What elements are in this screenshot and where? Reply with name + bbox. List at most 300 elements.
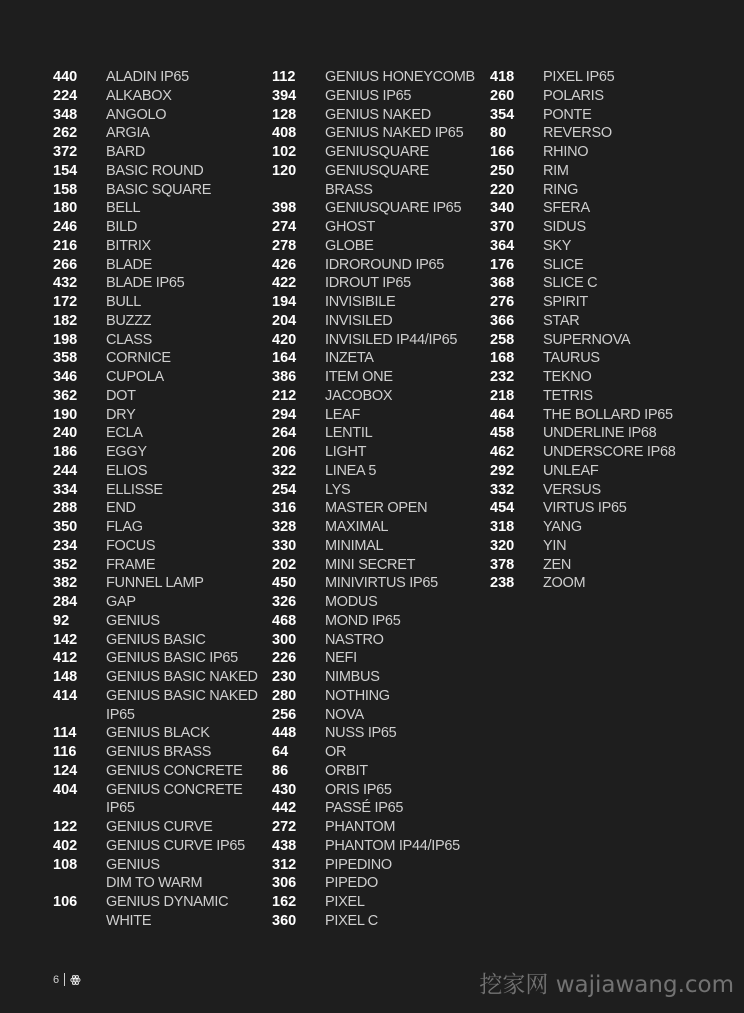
product-name-line: BILD: [106, 219, 138, 235]
product-name: [325, 162, 429, 200]
product-name-line: SLICE C: [543, 275, 598, 292]
product-name: [106, 556, 155, 575]
product-name-line: ARGIA: [106, 125, 150, 142]
product-name: [325, 687, 390, 706]
product-name: [106, 818, 213, 837]
product-name-line: BRASS: [325, 181, 373, 198]
index-entry: [53, 687, 258, 725]
product-name: [325, 668, 380, 687]
product-name: [325, 818, 395, 837]
product-name-line: ORIS IP65: [325, 781, 392, 798]
page-reference-number: 350: [53, 519, 78, 535]
index-column-2: [272, 68, 475, 931]
product-name-line: GENIUS CURVE IP65: [106, 837, 245, 854]
product-name-line: GENIUS DYNAMIC: [106, 894, 229, 910]
product-name-line: GENIUS BASIC NAKED: [106, 687, 258, 704]
product-name: [106, 537, 155, 556]
index-entry: [53, 443, 258, 462]
product-name: [106, 893, 228, 931]
index-entry: [490, 87, 675, 106]
index-entry: [490, 443, 675, 462]
product-name: [543, 124, 612, 143]
product-name-line: GENIUS BASIC: [106, 631, 206, 648]
page-reference-number: 280: [272, 687, 297, 704]
page-reference-number: 92: [53, 612, 70, 629]
product-name: [106, 143, 145, 162]
page-reference-number: 366: [490, 312, 515, 329]
product-name: [106, 743, 211, 762]
product-name: [325, 799, 403, 818]
index-entry: [272, 124, 475, 143]
index-entry: [53, 574, 258, 593]
page-reference-number: 112: [272, 69, 296, 85]
index-entry: [53, 537, 258, 556]
product-name: [325, 387, 392, 406]
index-entry: [53, 237, 258, 256]
product-name: [543, 106, 591, 125]
page-reference-number: 398: [272, 200, 297, 217]
page-reference-number: 300: [272, 631, 297, 648]
page-reference-number: 272: [272, 819, 297, 835]
index-entry: [490, 256, 675, 275]
product-name-line: SPIRIT: [543, 294, 588, 310]
product-name: [543, 181, 578, 200]
product-name: [106, 106, 166, 125]
product-name-line: CUPOLA: [106, 369, 164, 385]
product-name: [325, 706, 364, 725]
index-entry: [53, 499, 258, 518]
index-entry: [53, 724, 258, 743]
page-reference-number: 412: [53, 650, 78, 667]
index-entry: [53, 312, 258, 331]
index-entry: [53, 293, 258, 312]
product-name: [543, 218, 586, 237]
product-name-line: GHOST: [325, 219, 376, 235]
page-reference-number: 102: [272, 144, 297, 160]
product-name: [325, 743, 346, 762]
page-reference-number: 404: [53, 781, 78, 798]
product-name: [325, 443, 366, 462]
product-name-line: GENIUS BLACK: [106, 725, 210, 742]
page-reference-number: 264: [272, 425, 297, 442]
product-name: [106, 668, 258, 687]
product-name: [106, 162, 203, 181]
product-name: [106, 574, 204, 593]
product-name: [543, 331, 630, 350]
product-name: [325, 256, 444, 275]
product-name-line: ELLISSE: [106, 481, 163, 498]
page-reference-number: 362: [53, 387, 78, 404]
page-reference-number: 294: [272, 406, 297, 423]
product-name-line: BLADE: [106, 256, 153, 273]
page-reference-number: 454: [490, 500, 515, 517]
page-reference-number: 448: [272, 725, 297, 742]
product-name-line: UNDERSCORE IP68: [543, 444, 676, 460]
product-name-line: END: [106, 500, 136, 517]
product-name-line: LEAF: [325, 406, 361, 423]
index-entry: [272, 762, 475, 781]
page-reference-number: 320: [490, 537, 515, 554]
index-entry: [272, 856, 475, 875]
product-name: [106, 762, 243, 781]
page-reference-number: 246: [53, 219, 78, 235]
page-reference-number: 64: [272, 744, 289, 760]
page-reference-number: 168: [490, 350, 515, 367]
index-entry: [272, 706, 475, 725]
product-name-line: BASIC ROUND: [106, 162, 204, 179]
product-name: [325, 331, 457, 350]
page-reference-number: 322: [272, 462, 297, 479]
index-entry: [53, 481, 258, 500]
watermark: 挖家网 wajiawang.com: [479, 972, 734, 998]
product-name-line: ANGOLO: [106, 106, 167, 123]
product-name-line: PIPEDINO: [325, 856, 392, 873]
product-name-line: WHITE: [106, 912, 152, 929]
index-entry: [53, 762, 258, 781]
page-reference-number: 114: [53, 725, 77, 742]
page-reference-number: 370: [490, 219, 515, 235]
product-name: [543, 68, 614, 87]
product-name-line: MODUS: [325, 594, 378, 610]
product-name: [106, 181, 211, 200]
product-name-line: VIRTUS IP65: [543, 500, 627, 517]
page-reference-number: 224: [53, 87, 78, 104]
page-reference-number: 402: [53, 837, 78, 854]
product-name-line: GENIUSQUARE: [325, 162, 429, 179]
product-name-line: SLICE: [543, 256, 584, 273]
index-entry: [490, 368, 675, 387]
product-name-line: RHINO: [543, 144, 589, 160]
product-name-line: INZETA: [325, 350, 374, 367]
product-name-line: IDROROUND IP65: [325, 256, 445, 273]
index-entry: [490, 68, 675, 87]
product-name-line: INVISILED: [325, 312, 393, 329]
page-reference-number: 166: [490, 144, 515, 160]
product-name-line: UNDERLINE IP68: [543, 425, 657, 442]
product-name-line: INVISIBILE: [325, 294, 396, 310]
product-name: [325, 856, 392, 875]
product-name-line: PHANTOM: [325, 819, 396, 835]
product-name-line: REVERSO: [543, 125, 612, 142]
page-reference-number: 332: [490, 481, 515, 498]
page-reference-number: 232: [490, 369, 515, 385]
page-reference-number: 372: [53, 144, 78, 160]
index-entry: [53, 406, 258, 425]
index-entry: [272, 649, 475, 668]
index-entry: [272, 837, 475, 856]
product-name-line: ELIOS: [106, 462, 148, 479]
product-name-line: GENIUS HONEYCOMB: [325, 69, 475, 85]
product-name: [106, 856, 202, 894]
index-entry: [490, 106, 675, 125]
product-name-line: GENIUS: [106, 612, 160, 629]
product-name: [106, 293, 141, 312]
product-name-line: CLASS: [106, 331, 153, 348]
product-name-line: BELL: [106, 200, 141, 217]
index-entry: [490, 537, 675, 556]
product-name-line: ALADIN IP65: [106, 69, 189, 85]
index-entry: [490, 331, 675, 350]
page-reference-number: 318: [490, 519, 515, 535]
footer-divider: [64, 973, 65, 986]
page-reference-number: 364: [490, 237, 515, 254]
product-name-line: ECLA: [106, 425, 143, 442]
page-reference-number: 220: [490, 181, 515, 198]
page-reference-number: 172: [53, 294, 78, 310]
product-name: [106, 331, 152, 350]
product-name: [325, 649, 357, 668]
product-name: [325, 124, 463, 143]
page-reference-number: 202: [272, 556, 297, 573]
product-name-line: MINI SECRET: [325, 556, 416, 573]
index-entry: [272, 481, 475, 500]
product-name: [543, 293, 588, 312]
product-name: [543, 556, 571, 575]
product-name-line: FUNNEL LAMP: [106, 575, 204, 592]
product-name-line: GENIUS BRASS: [106, 744, 212, 760]
product-name: [106, 499, 136, 518]
index-entry: [53, 818, 258, 837]
product-name-line: ITEM ONE: [325, 369, 393, 385]
product-name: [106, 481, 163, 500]
product-name: [325, 912, 378, 931]
product-name-line: CORNICE: [106, 350, 171, 367]
page-reference-number: 216: [53, 237, 78, 254]
product-name-line: JACOBOX: [325, 387, 393, 404]
index-entry: [53, 593, 258, 612]
index-entry: [272, 556, 475, 575]
product-name-line: EGGY: [106, 444, 147, 460]
index-entry: [272, 499, 475, 518]
product-name: [325, 874, 378, 893]
index-entry: [272, 199, 475, 218]
page-reference-number: 186: [53, 444, 78, 460]
index-entry: [272, 818, 475, 837]
product-name: [543, 537, 566, 556]
page-reference-number: 176: [490, 256, 515, 273]
product-name-line: ZEN: [543, 556, 572, 573]
page-reference-number: 468: [272, 612, 297, 629]
product-name: [325, 631, 384, 650]
product-name: [325, 237, 373, 256]
product-name-line: LYS: [325, 481, 351, 498]
product-name: [325, 612, 400, 631]
product-name: [325, 106, 431, 125]
page-reference-number: 408: [272, 125, 297, 142]
index-entry: [490, 143, 675, 162]
product-name-line: MASTER OPEN: [325, 500, 428, 517]
product-name-line: INVISILED IP44/IP65: [325, 331, 458, 348]
page-reference-number: 386: [272, 369, 297, 385]
product-name: [543, 462, 598, 481]
product-name-line: NUSS IP65: [325, 725, 397, 742]
page-reference-number: 450: [272, 575, 297, 592]
product-name: [106, 256, 152, 275]
product-name-line: PASSÉ IP65: [325, 800, 404, 817]
product-name-line: IDROUT IP65: [325, 275, 411, 292]
product-name-line: YIN: [543, 537, 567, 554]
product-name-line: ALKABOX: [106, 87, 172, 104]
product-name: [106, 518, 143, 537]
index-entry: [272, 612, 475, 631]
product-name-line: GENIUS IP65: [325, 87, 412, 104]
product-name: [325, 593, 377, 612]
page-reference-number: 254: [272, 481, 297, 498]
index-entry: [53, 199, 258, 218]
product-name: [325, 68, 475, 87]
index-entry: [53, 143, 258, 162]
product-name-line: TETRIS: [543, 387, 593, 404]
product-name: [106, 837, 245, 856]
product-name-line: BITRIX: [106, 237, 151, 254]
index-entry: [53, 518, 258, 537]
page-reference-number: 234: [53, 537, 78, 554]
index-entry: [53, 331, 258, 350]
page-reference-number: 292: [490, 462, 515, 479]
index-entry: [490, 556, 675, 575]
product-name-line: POLARIS: [543, 87, 604, 104]
product-name: [325, 499, 427, 518]
product-name-line: NOVA: [325, 706, 364, 723]
index-entry: [272, 424, 475, 443]
page-reference-number: 230: [272, 669, 297, 685]
index-entry: [272, 406, 475, 425]
product-name-line: GENIUS BASIC IP65: [106, 650, 238, 667]
page-reference-number: 382: [53, 575, 78, 592]
page-reference-number: 334: [53, 481, 78, 498]
page-reference-number: 312: [272, 856, 297, 873]
product-name-line: MINIMAL: [325, 537, 384, 554]
brand-logo-icon: ꙮ: [70, 974, 80, 986]
product-name: [543, 481, 601, 500]
product-name: [106, 687, 258, 725]
product-name-line: LENTIL: [325, 425, 373, 442]
page-reference-number: 164: [272, 350, 297, 367]
product-name: [325, 424, 372, 443]
index-entry: [53, 368, 258, 387]
index-entry: [53, 274, 258, 293]
page-reference-number: 190: [53, 406, 78, 423]
product-name-line: DOT: [106, 387, 136, 404]
product-name-line: FOCUS: [106, 537, 156, 554]
page-reference-number: 330: [272, 537, 297, 554]
page-reference-number: 142: [53, 631, 78, 648]
product-name: [106, 274, 184, 293]
page-reference-number: 244: [53, 462, 78, 479]
product-name-line: BUZZZ: [106, 312, 152, 329]
page-footer: [53, 973, 80, 986]
product-name: [325, 199, 461, 218]
product-name: [106, 218, 137, 237]
page-reference-number: 194: [272, 294, 297, 310]
index-entry: [272, 799, 475, 818]
page-reference-number: 278: [272, 237, 297, 254]
index-entry: [490, 162, 675, 181]
product-name: [106, 649, 238, 668]
product-name: [543, 368, 591, 387]
index-entry: [490, 462, 675, 481]
product-name: [106, 68, 189, 87]
product-name-line: FLAG: [106, 519, 143, 535]
index-entry: [272, 331, 475, 350]
product-name-line: GENIUS: [106, 856, 160, 873]
page-reference-number: 426: [272, 256, 297, 273]
product-name: [543, 274, 597, 293]
index-entry: [53, 649, 258, 668]
product-name: [543, 349, 600, 368]
product-name: [325, 87, 411, 106]
product-name-line: LINEA 5: [325, 462, 377, 479]
page-reference-number: 442: [272, 800, 297, 817]
index-entry: [490, 574, 675, 593]
product-name-line: PONTE: [543, 106, 592, 123]
product-name-line: DIM TO WARM: [106, 875, 203, 892]
product-name: [106, 237, 151, 256]
product-name: [325, 406, 360, 425]
product-name: [325, 218, 375, 237]
product-name: [106, 87, 172, 106]
product-name-line: RIM: [543, 162, 569, 179]
index-entry: [490, 124, 675, 143]
index-entry: [272, 874, 475, 893]
product-name: [106, 781, 243, 819]
page-reference-number: 256: [272, 706, 297, 723]
index-entry: [272, 631, 475, 650]
index-entry: [272, 368, 475, 387]
product-name: [325, 537, 383, 556]
page-reference-number: 238: [490, 575, 515, 592]
product-name: [106, 387, 136, 406]
index-entry: [272, 274, 475, 293]
index-entry: [490, 518, 675, 537]
product-name: [106, 349, 171, 368]
product-name: [106, 443, 147, 462]
index-entry: [53, 462, 258, 481]
index-entry: [53, 349, 258, 368]
product-name: [543, 443, 675, 462]
page-reference-number: 328: [272, 519, 297, 535]
page-reference-number: 394: [272, 87, 297, 104]
product-name: [325, 481, 350, 500]
page-reference-number: 154: [53, 162, 78, 179]
index-entry: [53, 87, 258, 106]
index-entry: [272, 143, 475, 162]
product-name: [325, 893, 365, 912]
index-entry: [490, 237, 675, 256]
index-entry: [272, 68, 475, 87]
product-name: [325, 518, 388, 537]
product-name-line: GENIUS BASIC NAKED: [106, 669, 258, 685]
product-name: [325, 293, 395, 312]
index-entry: [53, 743, 258, 762]
page-reference-number: 340: [490, 200, 515, 217]
page-reference-number: 262: [53, 125, 78, 142]
page-reference-number: 122: [53, 819, 78, 835]
page-reference-number: 348: [53, 106, 78, 123]
product-name-line: OR: [325, 744, 347, 760]
page-reference-number: 258: [490, 331, 515, 348]
product-name-line: TAURUS: [543, 350, 600, 367]
page-reference-number: 360: [272, 912, 297, 929]
index-entry: [490, 181, 675, 200]
index-entry: [272, 593, 475, 612]
index-entry: [53, 856, 258, 894]
index-entry: [53, 612, 258, 631]
index-column-1: [53, 68, 258, 931]
product-name: [325, 556, 415, 575]
product-name-line: IP65: [106, 706, 135, 723]
product-name: [106, 462, 147, 481]
